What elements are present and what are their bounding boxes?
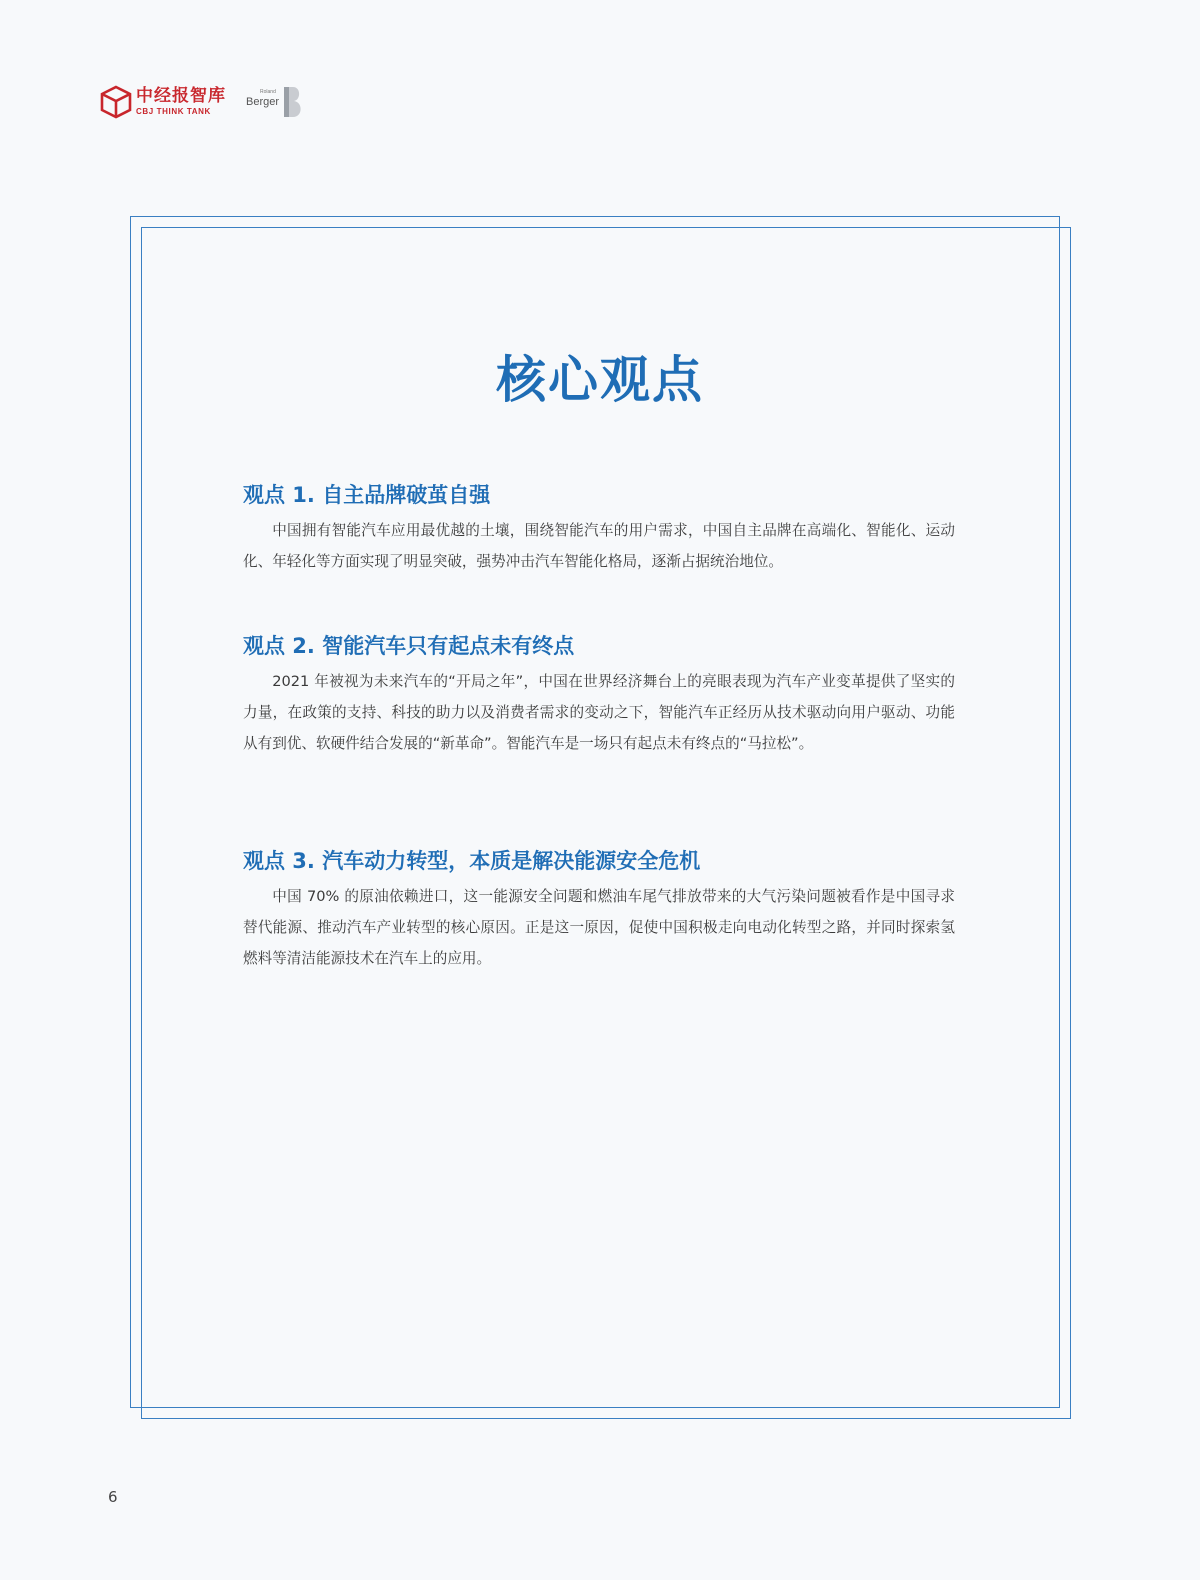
- point-1-heading: 观点 1. 自主品牌破茧自强: [243, 483, 491, 507]
- cube-logo-icon: [100, 85, 132, 119]
- berger-text: [246, 89, 280, 108]
- point-3-heading: 观点 3. 汽车动力转型，本质是解决能源安全危机: [243, 849, 701, 873]
- key-point-1: [243, 480, 955, 577]
- point-2-body: 2021 年被视为未来汽车的“开局之年”，中国在世界经济舞台上的亮眼表现为汽车产业变革提供了坚实的力量，在政策的支持、科技的助力以及消费者需求的变动之下，智能汽车正经历从技术驱动向用户驱动、功能从有到优、软硬件结合发展的“新革命”。智能汽车是一场只有起点未有终点的“马拉松”。: [243, 673, 955, 752]
- page-title: 核心观点: [496, 351, 704, 409]
- logo-english-text: CBJ THINK TANK: [136, 107, 211, 116]
- b-mark-icon: [282, 86, 304, 118]
- roland-berger-logo: [246, 86, 304, 118]
- key-point-3: [243, 846, 955, 974]
- page-number: 6: [108, 1488, 118, 1506]
- point-1-body: 中国拥有智能汽车应用最优越的土壤，围绕智能汽车的用户需求，中国自主品牌在高端化、智能化、运动化、年轻化等方面实现了明显突破，强势冲击汽车智能化格局，逐渐占据统治地位。: [243, 522, 955, 570]
- roland-text: Roland: [260, 89, 276, 95]
- logo-chinese-text: 中经报智库: [136, 86, 226, 106]
- point-2-heading: 观点 2. 智能汽车只有起点未有终点: [243, 634, 575, 658]
- berger-word: Berger: [246, 96, 280, 108]
- key-point-2: [243, 631, 955, 759]
- page-header: [100, 82, 304, 122]
- point-3-body: 中国 70% 的原油依赖进口，这一能源安全问题和燃油车尾气排放带来的大气污染问题被看作是中国寻求替代能源、推动汽车产业转型的核心原因。正是这一原因，促使中国积极走向电动化转型之路，并同时探索氢燃料等清洁能源技术在汽车上的应用。: [243, 888, 955, 967]
- cbj-logo: [100, 85, 226, 119]
